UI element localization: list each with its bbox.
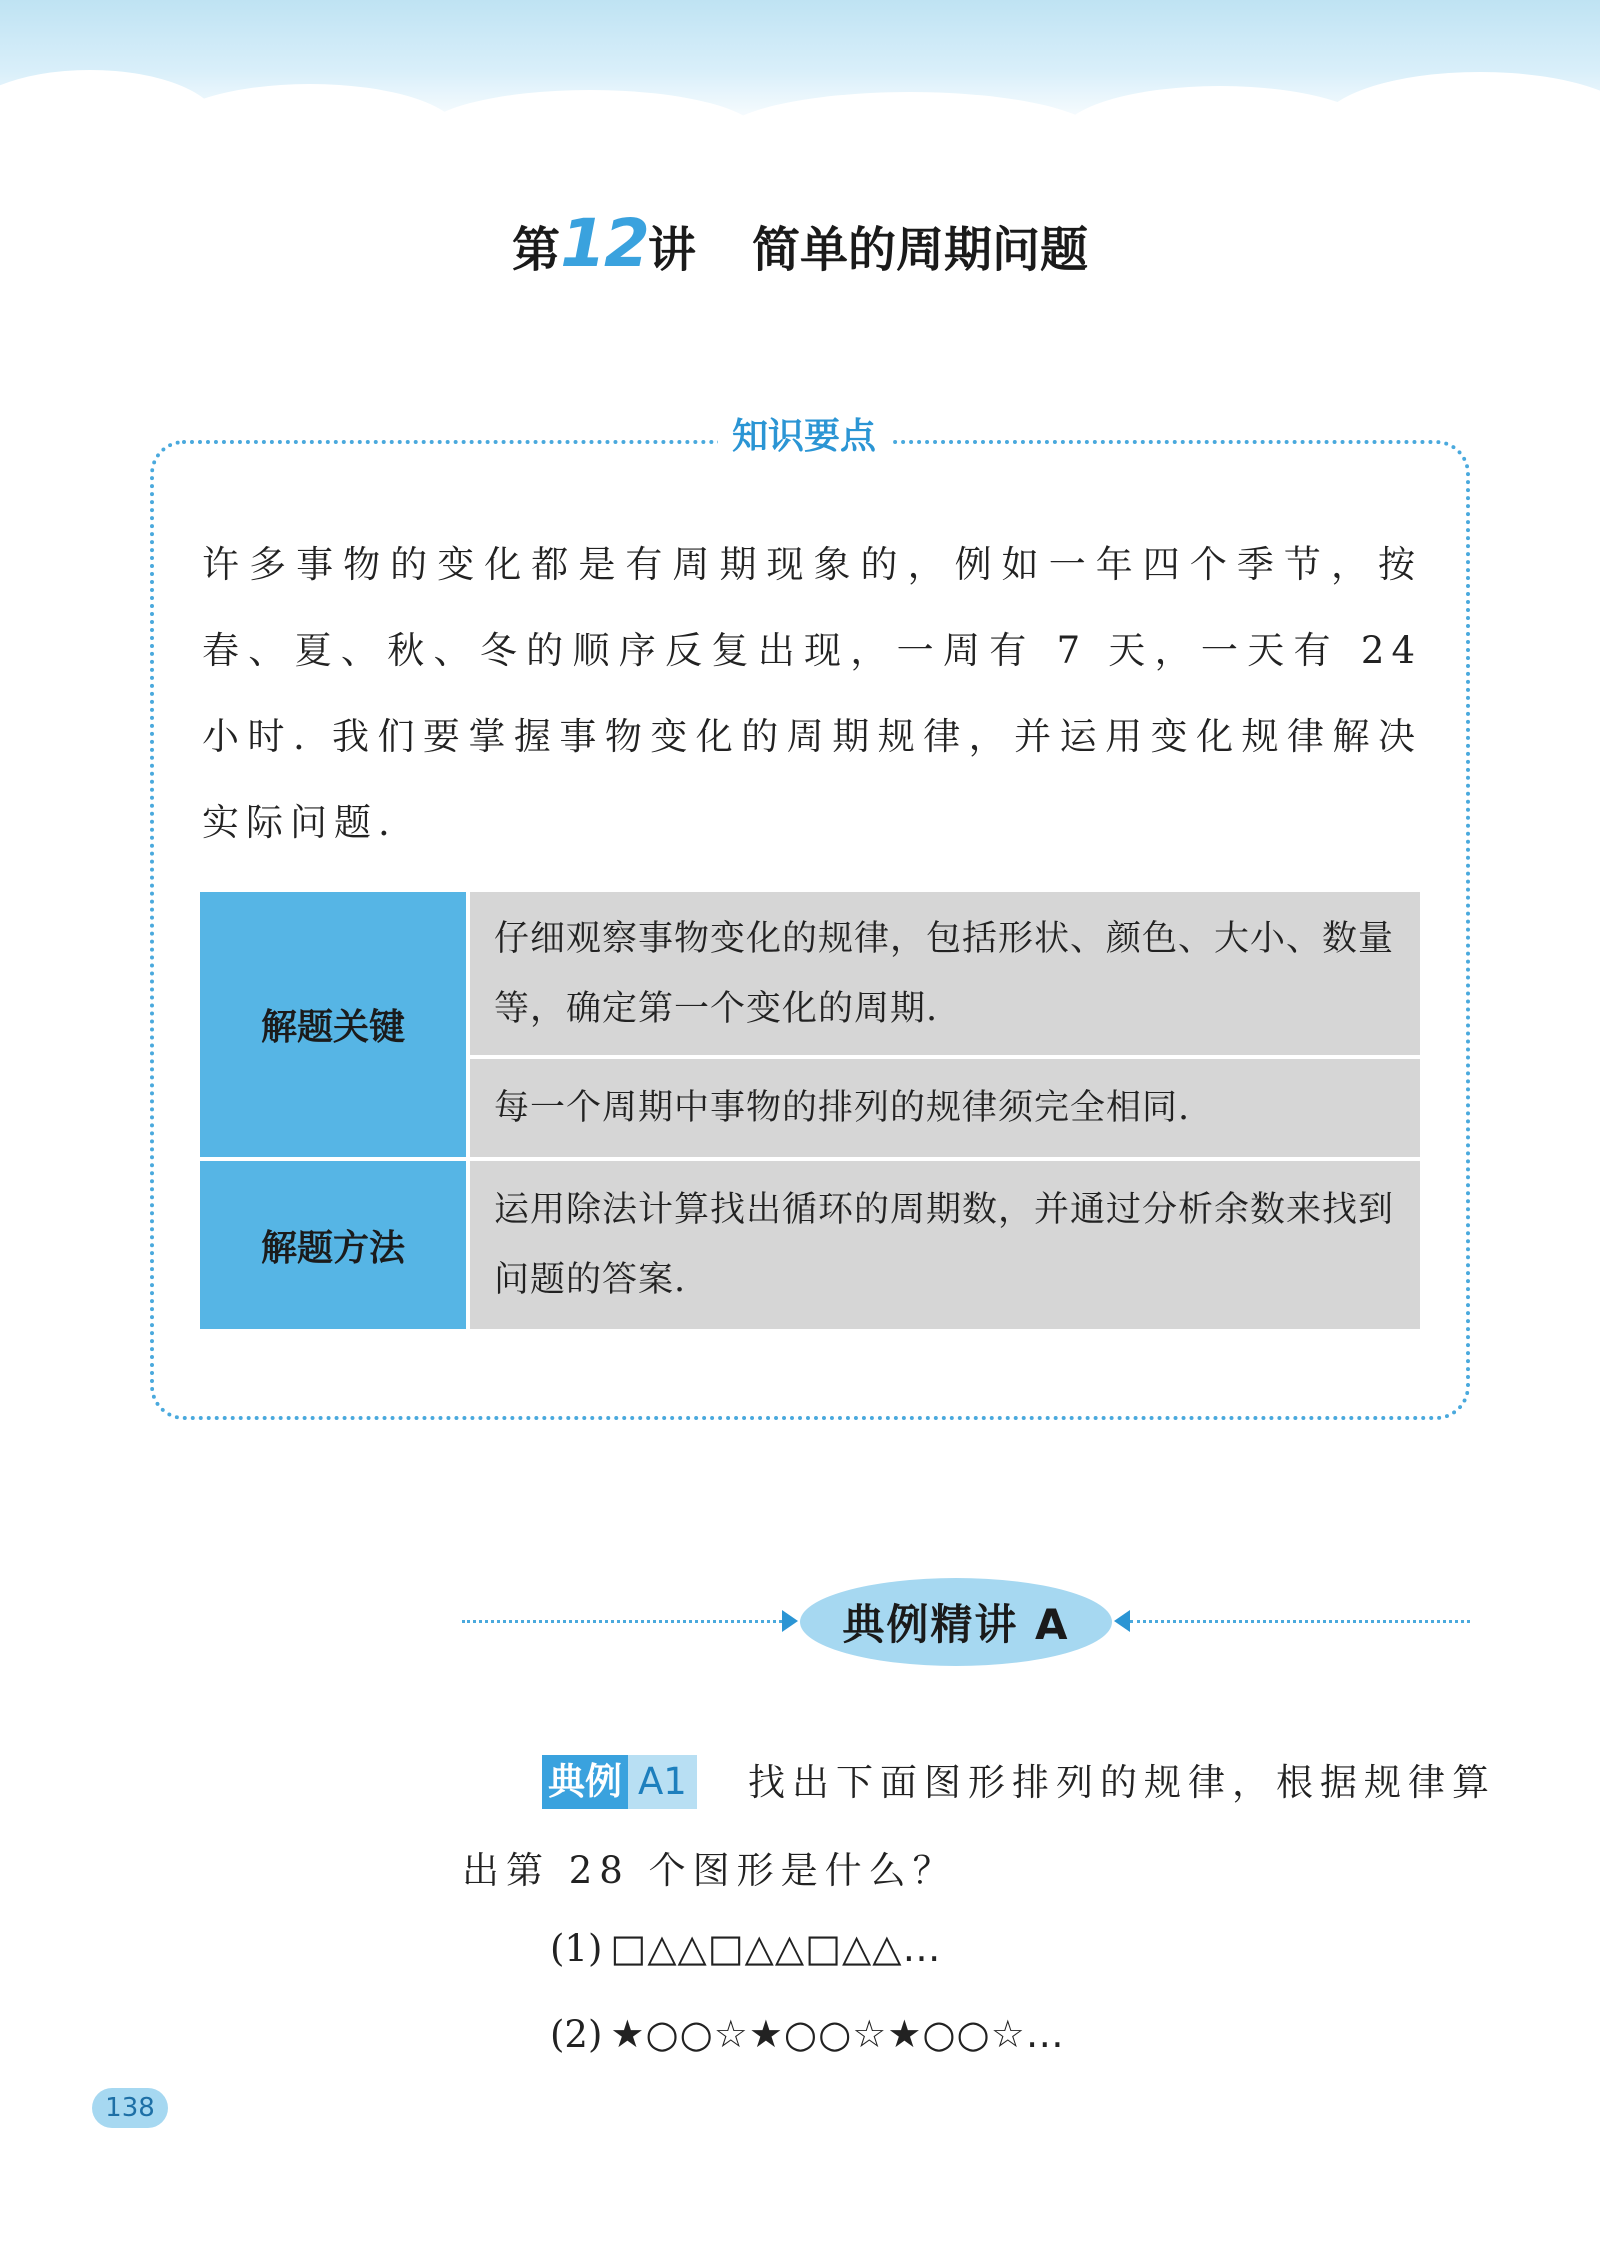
lecture-title xyxy=(0,205,1600,282)
example-question-line-2: 出第 28 个图形是什么？ xyxy=(462,1849,957,1892)
section-divider-left xyxy=(462,1620,782,1623)
sequence-label: (1) xyxy=(550,1927,603,1970)
section-title: 典例精讲 A xyxy=(800,1578,1112,1666)
knowledge-heading: 知识要点 xyxy=(718,408,890,459)
sequence-label: (2) xyxy=(550,2013,603,2056)
table-row xyxy=(200,892,1420,1157)
table-cell xyxy=(470,1059,1420,1157)
cell-text: 每一个周期中事物的排列的规律须完全相同. xyxy=(494,1088,1191,1128)
cell-text: 仔细观察事物变化的规律，包括形状、颜色、大小、数量等，确定第一个变化的周期. xyxy=(494,919,1395,1029)
title-text: 简单的周期问题 xyxy=(751,222,1088,278)
shape-sequence-2 xyxy=(550,2012,1065,2056)
example-question-line-1: 找出下面图形排列的规律，根据规律算 xyxy=(748,1761,1496,1804)
page-number: 138 xyxy=(92,2088,168,2128)
title-suffix: 讲 xyxy=(647,222,696,278)
example-badge xyxy=(542,1755,697,1809)
table-cell xyxy=(470,1161,1420,1329)
table-row xyxy=(200,1161,1420,1329)
row-label: 解题方法 xyxy=(200,1161,466,1329)
table-cell xyxy=(470,892,1420,1055)
arrow-right-icon xyxy=(782,1610,798,1632)
title-prefix: 第 xyxy=(512,222,561,278)
star-circle-sequence: ★○○☆★○○☆★○○☆… xyxy=(610,2012,1065,2056)
knowledge-intro: 许多事物的变化都是有周期现象的，例如一年四个季节，按春、夏、秋、冬的顺序反复出现，一周有 7 天，一天有 24 小时. 我们要掌握事物变化的周期规律，并运用变化规律解决实际问题. xyxy=(202,543,1422,844)
row-label: 解题关键 xyxy=(200,892,466,1157)
lecture-number: 12 xyxy=(560,205,648,282)
example-badge-main: 典例 xyxy=(542,1755,628,1809)
cell-text: 运用除法计算找出循环的周期数，并通过分析余数来找到问题的答案. xyxy=(494,1190,1395,1300)
arrow-left-icon xyxy=(1114,1610,1130,1632)
shape-sequence-1 xyxy=(550,1926,941,1970)
section-divider-right xyxy=(1130,1620,1470,1623)
sky-cloud-banner xyxy=(0,0,1600,130)
square-triangle-sequence: □△△□△△□△△… xyxy=(610,1926,942,1970)
example-badge-code: A1 xyxy=(628,1755,697,1809)
